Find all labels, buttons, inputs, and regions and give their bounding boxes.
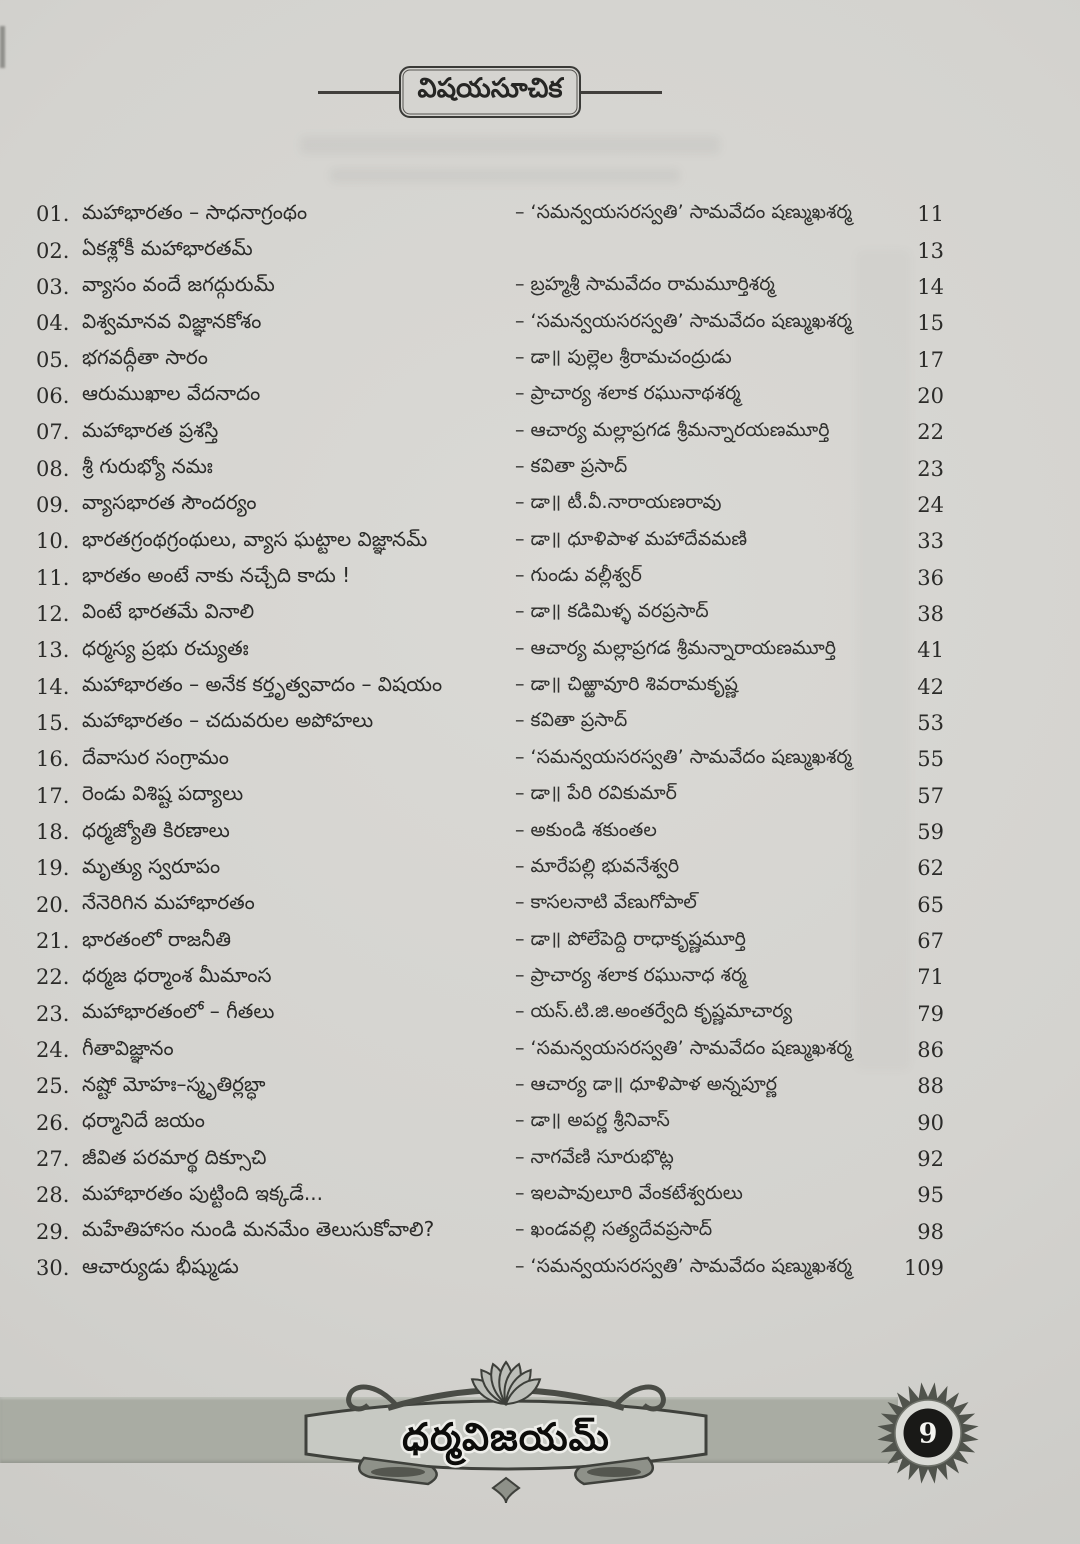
entry-number: 10. [36,529,70,554]
entry-author: – కాసలనాటి వేణుగోపాల్ [515,891,697,914]
entry-title: మహాభారతంలో – గీతలు [82,999,275,1024]
entry-number: 17. [36,783,70,808]
entry-title: భారతం అంటే నాకు నచ్చేది కాదు ! [82,563,351,588]
ink-bleed-smudge [330,168,680,183]
entry-title: ఆచార్యుడు భీష్ముడు [82,1253,239,1278]
entry-author: – ప్రాచార్య శలాక రఘునాథశర్మ [515,382,741,405]
entry-title: భారతంలో రాజనీతి [82,926,231,951]
entry-title: మృత్యు స్వరూపం [82,853,221,878]
entry-number: 15. [36,710,70,735]
entry-page-number: 98 [917,1219,944,1244]
entry-page-number: 36 [917,565,944,590]
toc-row [36,996,944,1032]
entry-number: 02. [36,238,70,263]
entry-author: – ‘సమన్వయసరస్వతి’ సామవేదం షణ్ముఖశర్మ [515,309,852,332]
entry-number: 08. [36,456,70,481]
entry-number: 20. [36,892,70,917]
entry-author: – అకుండి శకుంతల [515,818,657,841]
ink-bleed-smudge [300,136,720,154]
entry-title: ఆరుముఖాల వేదనాదం [82,381,261,406]
entry-number: 21. [36,929,70,954]
toc-row [36,523,944,559]
entry-author: – ఆచార్య మల్లాప్రగడ శ్రీమన్నారాయణమూర్తి [515,636,836,659]
toc-row [36,487,944,523]
entry-author: – ఖండవల్లి సత్యదేవప్రసాద్ [515,1218,713,1241]
toc-row [36,1105,944,1141]
toc-row [36,1250,944,1286]
entry-page-number: 57 [917,783,944,808]
entry-title: నష్టో మోహః–స్మృతిర్లబ్ధా [82,1071,266,1096]
entry-author: – ‘సమన్వయసరస్వతి’ సామవేదం షణ్ముఖశర్మ [515,1254,852,1277]
entry-title: ధర్మస్య ప్రభు రచ్యుతః [82,635,249,660]
entry-author: – ‘సమన్వయసరస్వతి’ సామవేదం షణ్ముఖశర్మ [515,200,852,223]
entry-page-number: 15 [917,311,944,336]
entry-author: – డా॥ చిఱ్ఱావూరి శివరామకృష్ణ [515,673,738,696]
entry-page-number: 71 [917,965,944,990]
entry-number: 13. [36,638,70,663]
entry-number: 29. [36,1219,70,1244]
entry-page-number: 62 [917,856,944,881]
entry-author: – గుండు వల్లీశ్వర్ [515,564,642,587]
entry-page-number: 53 [917,710,944,735]
toc-row [36,1032,944,1068]
entry-page-number: 23 [917,456,944,481]
entry-page-number: 86 [917,1038,944,1063]
entry-number: 19. [36,856,70,881]
entry-page-number: 33 [917,529,944,554]
entry-number: 28. [36,1183,70,1208]
entry-title: శ్రీ గురుభ్యో నమః [82,454,213,479]
book-title: ధర్మవిజయమ్ [402,1415,610,1459]
entry-author: – ఆచార్య మల్లాప్రగడ శ్రీమన్నారయణమూర్తి [515,418,830,441]
entry-page-number: 55 [917,747,944,772]
entry-title: భారతగ్రంథగ్రంథులు, వ్యాస ఘట్టాల విజ్ఞానమ్ [82,526,428,551]
entry-author: – డా॥ టీ.వీ.నారాయణరావు [515,491,722,514]
entry-page-number: 11 [917,202,944,227]
toc-row [36,305,944,341]
page-title: విషయసూచిక [399,66,582,118]
entry-page-number: 22 [917,420,944,445]
entry-page-number: 20 [917,383,944,408]
banner-fold-slot [587,1467,641,1477]
entry-author: – ‘సమన్వయసరస్వతి’ సామవేదం షణ్ముఖశర్మ [515,1036,852,1059]
entry-author: – నాగవేణి సూరుభొట్ల [515,1145,674,1168]
entry-number: 23. [36,1001,70,1026]
toc-row [36,1141,944,1177]
toc-row [36,887,944,923]
entry-title: విశ్వమానవ విజ్ఞానకోశం [82,308,262,333]
toc-row [36,196,944,232]
entry-number: 30. [36,1256,70,1281]
entry-title: మహాభారతం – సాధనాగ్రంథం [82,199,308,224]
entry-title: భగవద్గీతా సారం [82,345,208,370]
toc-header [318,66,662,118]
entry-number: 07. [36,420,70,445]
entry-number: 06. [36,383,70,408]
entry-number: 22. [36,965,70,990]
toc-row [36,778,944,814]
entry-page-number: 90 [917,1110,944,1135]
entry-page-number: 24 [917,492,944,517]
entry-number: 11. [36,565,70,590]
entry-number: 27. [36,1147,70,1172]
entry-author: – డా॥ పుల్లెల శ్రీరామచంద్రుడు [515,346,732,369]
toc-row [36,850,944,886]
entry-author: – ‘సమన్వయసరస్వతి’ సామవేదం షణ్ముఖశర్మ [515,745,852,768]
entry-title: మహాభారతం – అనేక కర్తృత్వవాదం – విషయం [82,672,443,697]
header-rule-right [581,91,662,94]
entry-title: మహాభారతం – చదువరుల అపోహలు [82,708,374,733]
entry-author: – ప్రాచార్య శలాక రఘునాధ శర్మ [515,963,747,986]
entry-title: మహాభారతం పుట్టింది ఇక్కడే... [82,1180,323,1205]
page-number: 9 [918,1418,938,1450]
entry-page-number: 17 [917,347,944,372]
toc-row [36,741,944,777]
toc-row [36,414,944,450]
entry-author: – ఇలపావులూరి వేంకటేశ్వరులు [515,1181,743,1204]
entry-page-number: 41 [917,638,944,663]
entry-title: ధర్మజ ధర్మాంశ మీమాంస [82,962,272,987]
entry-number: 25. [36,1074,70,1099]
entry-number: 24. [36,1038,70,1063]
entry-author: – బ్రహ్మశ్రీ సామవేదం రామమూర్తిశర్మ [515,273,775,296]
entry-author: – మారేపల్లి భువనేశ్వరి [515,854,680,877]
toc-row [36,596,944,632]
entry-title: వింటే భారతమే వినాలి [82,599,255,624]
toc-row [36,559,944,595]
toc-row [36,1214,944,1250]
toc-row [36,814,944,850]
entry-title: గీతావిజ్ఞానం [82,1035,174,1060]
entry-title: దేవాసుర సంగ్రామం [82,744,229,769]
entry-page-number: 42 [917,674,944,699]
banner-fold-slot [371,1467,425,1477]
toc-row [36,450,944,486]
page-edge-mark [0,26,5,68]
entry-page-number: 88 [917,1074,944,1099]
toc-row [36,341,944,377]
entry-page-number: 95 [917,1183,944,1208]
entry-page-number: 65 [917,892,944,917]
entry-title: రెండు విశిష్ట పద్యాలు [82,781,244,806]
entry-number: 16. [36,747,70,772]
entry-number: 05. [36,347,70,372]
entry-title: జీవిత పరమార్థ దిక్సూచి [82,1144,267,1169]
page-number-badge [876,1381,980,1485]
entry-author: – ఆచార్య డా॥ ధూళిపాళ అన్నపూర్ణ [515,1072,778,1095]
toc-row [36,923,944,959]
header-rule-left [318,91,399,94]
toc-row [36,1068,944,1104]
entry-author: – డా॥ కడిమిళ్ళ వరప్రసాద్ [515,600,709,623]
footer-banner [276,1352,736,1507]
toc-row [36,705,944,741]
entry-number: 09. [36,492,70,517]
entry-number: 26. [36,1110,70,1135]
entry-title: ఏకశ్లోకీ మహాభారతమ్ [82,236,253,261]
entry-number: 04. [36,311,70,336]
entry-page-number: 92 [917,1147,944,1172]
entry-page-number: 13 [917,238,944,263]
entry-title: మహేతిహాసం నుండి మనమేం తెలుసుకోవాలి? [82,1217,435,1242]
entry-page-number: 38 [917,601,944,626]
toc-row [36,232,944,268]
entry-title: వ్యాసం వందే జగద్గురుమ్ [82,272,275,297]
entry-number: 14. [36,674,70,699]
entry-author: – డా॥ ధూళిపాళ మహాదేవమణి [515,527,748,550]
toc-row [36,668,944,704]
entry-author: – కవితా ప్రసాద్ [515,455,628,478]
toc-row [36,959,944,995]
entry-number: 03. [36,274,70,299]
entry-number: 01. [36,202,70,227]
table-of-contents [36,196,944,1286]
entry-author: – కవితా ప్రసాద్ [515,709,628,732]
entry-page-number: 79 [917,1001,944,1026]
entry-number: 12. [36,601,70,626]
entry-title: వ్యాసభారత సౌందర్యం [82,490,257,515]
entry-author: – డా॥ పేరి రవికుమార్ [515,782,677,805]
toc-row [36,378,944,414]
entry-page-number: 14 [917,274,944,299]
entry-title: ధర్మానిదే జయం [82,1108,205,1133]
toc-row [36,269,944,305]
toc-row [36,632,944,668]
entry-author: – డా॥ అపర్ణ శ్రీనివాస్ [515,1109,670,1132]
entry-title: మహాభారత ప్రశస్తి [82,417,219,442]
entry-page-number: 59 [917,820,944,845]
entry-author: – యస్.టి.జి.అంతర్వేది కృష్ణమాచార్య [515,1000,793,1023]
entry-title: నేనెరిగిన మహాభారతం [82,890,255,915]
toc-row [36,1177,944,1213]
entry-title: ధర్మజ్యోతి కిరణాలు [82,817,230,842]
entry-page-number: 67 [917,929,944,954]
entry-number: 18. [36,820,70,845]
entry-page-number: 109 [903,1256,944,1281]
banner-drop-ornament-icon [493,1478,519,1503]
entry-author: – డా॥ పోలేపెద్ది రాధాకృష్ణమూర్తి [515,927,746,950]
